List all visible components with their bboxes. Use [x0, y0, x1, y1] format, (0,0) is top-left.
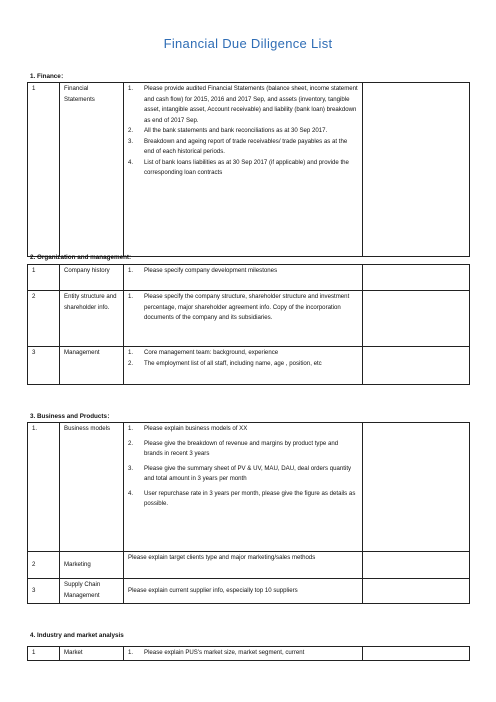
- list-item: 3. Please give the summary sheet of PV & UV, MAU, DAU, deal orders quantity and total amount in 3 years per month: [128, 464, 352, 482]
- table-row: [28, 291, 470, 347]
- empty-cell: [363, 83, 470, 257]
- row-items: [124, 291, 363, 347]
- section-heading-business: 3. Business and Products：: [30, 413, 114, 420]
- empty-cell: [363, 552, 470, 579]
- row-topic: Supply Chain Management: [60, 579, 124, 604]
- industry-table: [27, 646, 470, 661]
- row-items: [124, 83, 363, 257]
- table-row: [28, 83, 470, 257]
- row-text: Please explain target clients type and major marketing/sales methods: [124, 552, 363, 579]
- row-text: Please explain current supplier info, especially top 10 suppliers: [124, 579, 363, 604]
- row-number: 1: [28, 647, 60, 661]
- list-item: 1. Core management team: background, experience: [128, 349, 279, 356]
- row-number: 1: [28, 265, 60, 291]
- table-row: [28, 423, 470, 552]
- row-number: 3: [28, 347, 60, 385]
- table-row: [28, 552, 470, 579]
- list-item: 2. All the bank statements and bank reconciliations as at 30 Sep 2017.: [128, 127, 328, 134]
- section-heading-organization: 2. Organization and management:: [30, 254, 132, 261]
- finance-table: [27, 82, 470, 257]
- empty-cell: [363, 579, 470, 604]
- business-table: [27, 422, 470, 604]
- table-row: [28, 265, 470, 291]
- table-row: [28, 579, 470, 604]
- row-number: 1: [28, 83, 60, 257]
- document-title: Financial Due Diligence List: [163, 36, 333, 51]
- list-item: 1. Please provide audited Financial Statements (balance sheet, income statement and cash flow) for 2015, 2016 and 2017 Sep, and assets (inventory, tangible asset, intangible asset, Account receivable) and liability (bank loan) breakdown as end of 2017 Sep.: [128, 85, 358, 124]
- list-item: 1. Please explain PUS's market size, market segment, current: [128, 649, 305, 656]
- list-item: 2. The employment list of all staff, including name, age , position, etc: [128, 359, 322, 367]
- row-number: 2: [28, 291, 60, 347]
- empty-cell: [363, 347, 470, 385]
- list-item: 1. Please explain business models of XX: [128, 425, 248, 432]
- row-topic: Financial Statements: [60, 83, 124, 257]
- list-item: 3. Breakdown and ageing report of trade receivables/ trade payables as at the end of each historical periods.: [128, 137, 348, 155]
- table-row: [28, 347, 470, 385]
- row-items: [124, 347, 363, 385]
- list-item: 1. Please specify the company structure, shareholder structure and investment percentage, major shareholder agreement info. Copy of the incorporation documents of the company and its subsidiaries.: [128, 293, 350, 321]
- organization-table: [27, 264, 470, 385]
- empty-cell: [363, 291, 470, 347]
- row-topic: Business models: [60, 423, 124, 552]
- empty-cell: [363, 423, 470, 552]
- empty-cell: [363, 647, 470, 661]
- table-row: [28, 647, 470, 661]
- list-item: 4. User repurchase rate in 3 years per month, please give the figure as details as possible.: [128, 489, 356, 507]
- row-number: 1.: [28, 423, 60, 552]
- row-number: 2: [28, 552, 60, 579]
- row-items: [124, 647, 363, 661]
- row-topic: Marketing: [60, 552, 124, 579]
- list-item: 2. Please give the breakdown of revenue and margins by product type and brands in recent 3 years: [128, 439, 339, 457]
- list-item: 4. List of bank loans liabilities as at 30 Sep 2017 (if applicable) and provide the corresponding loan contracts: [128, 158, 349, 176]
- row-topic: Market: [60, 647, 124, 661]
- section-heading-finance: 1. Finance：: [30, 73, 68, 80]
- row-items: [124, 265, 363, 291]
- row-topic: Entity structure and shareholder info.: [60, 291, 124, 347]
- row-topic: Company history: [60, 265, 124, 291]
- list-item: 1. Please specify company development milestones: [128, 267, 278, 274]
- row-items: [124, 423, 363, 552]
- row-topic: Management: [60, 347, 124, 385]
- row-number: 3: [28, 579, 60, 604]
- empty-cell: [363, 265, 470, 291]
- section-heading-industry: 4. Industry and market analysis: [30, 632, 124, 639]
